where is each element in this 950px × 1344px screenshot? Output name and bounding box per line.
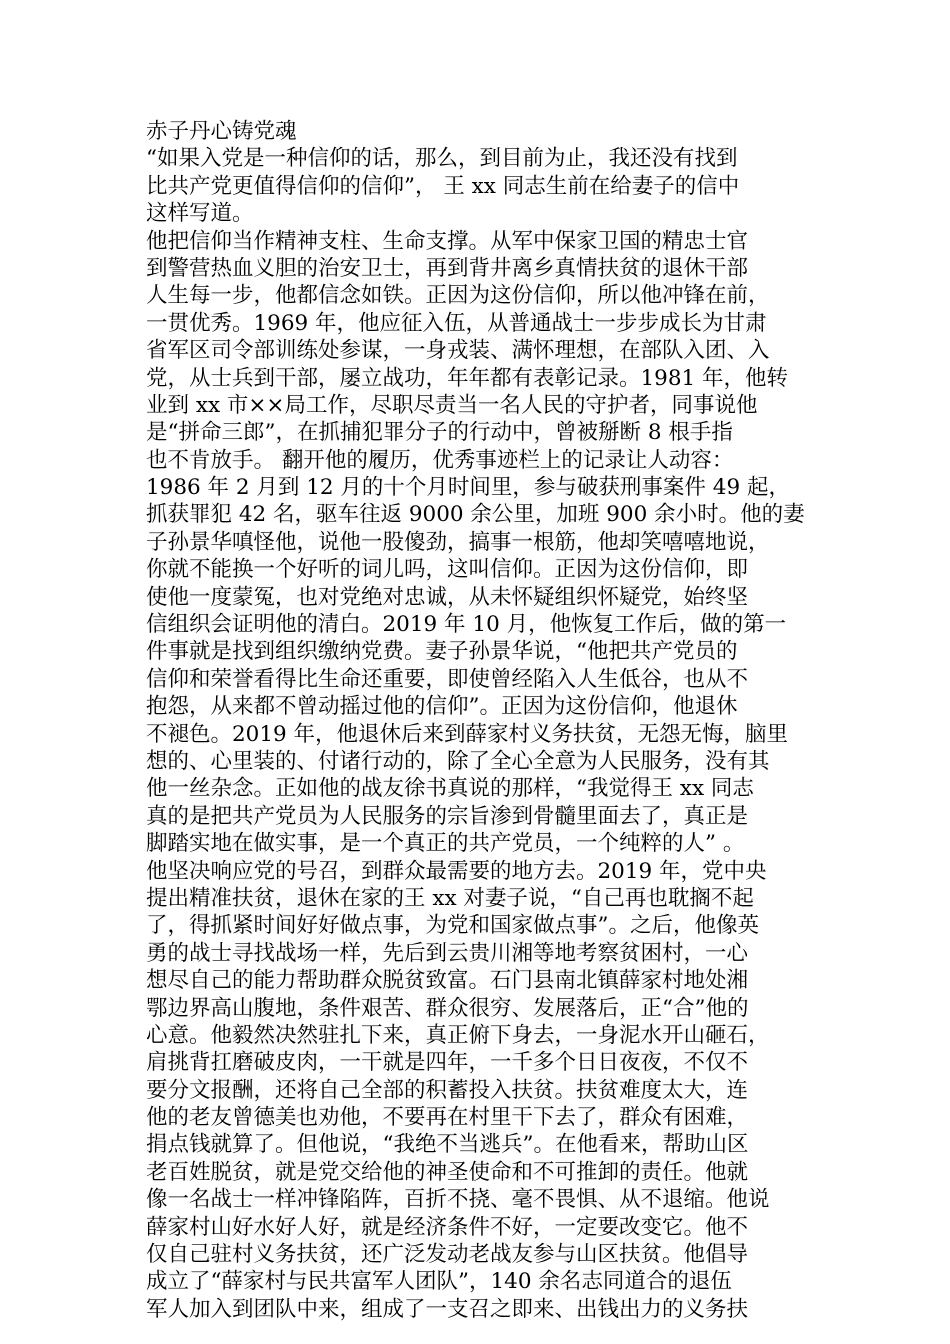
text-line: 脚踏实地在做实事，是一个真正的共产党员，一个纯粹的人” 。 [146,831,745,857]
text-line: 信仰和荣誉看得比生命还重要，即使曾经陷入人生低谷，也从不 [146,666,749,692]
text-line: 了，得抓紧时间好好做点事，为党和国家做点事”。之后，他像英 [146,913,759,939]
text-line: “如果入党是一种信仰的话，那么，到目前为止，我还没有找到 [146,146,738,172]
text-line: 老百姓脱贫，就是党交给他的神圣使命和不可推卸的责任。他就 [146,1159,749,1185]
text-line: 是“拼命三郎”，在抓捕犯罪分子的行动中，曾被掰断 8 根手指 [146,420,733,446]
text-line: 这样写道。 [146,201,254,227]
document-body [146,145,810,1323]
text-line: 抓获罪犯 42 名，驱车往返 9000 余公里，加班 900 余小时。他的妻 [146,502,805,528]
text-line: 省军区司令部训练处参谋，一身戎装、满怀理想，在部队入团、入 [146,338,770,364]
text-line: 仅自己驻村义务扶贫，还广泛发动老战友参与山区扶贫。他倡导 [146,1242,749,1268]
text-line: 件事就是找到组织缴纳党费。妻子孙景华说，“他把共产党员的 [146,639,738,665]
text-line: 他的老友曾德美也劝他，不要再在村里干下去了，群众有困难， [146,1105,749,1131]
text-line: 要分文报酬，还将自己全部的积蓄投入扶贫。扶贫难度太大，连 [146,1077,749,1103]
text-line: 他一丝杂念。正如他的战友徐书真说的那样，“我觉得王 xx 同志 [146,776,754,802]
text-line: 人生每一步，他都信念如铁。正因为这份信仰，所以他冲锋在前， [146,283,770,309]
text-line: 1986 年 2 月到 12 月的十个月时间里，参与破获刑事案件 49 起， [146,475,790,501]
text-line: 业到 xx 市××局工作，尽职尽责当一名人民的守护者，同事说他 [146,392,758,418]
text-line: 想的、心里装的、付诸行动的，除了全心全意为人民服务，没有其 [146,748,770,774]
text-line: 你就不能换一个好听的词儿吗，这叫信仰。正因为这份信仰，即 [146,557,749,583]
text-line: 也不肯放手。 翻开他的履历，优秀事迹栏上的记录让人动容： [146,447,734,473]
text-line: 勇的战士寻找战场一样，先后到云贵川湘等地考察贫困村，一心 [146,940,749,966]
text-line: 不褪色。2019 年，他退休后来到薛家村义务扶贫，无怨无悔，脑里 [146,721,789,747]
text-line: 抱怨，从来都不曾动摇过他的信仰”。正因为这份信仰，他退休 [146,694,738,720]
text-line: 肩挑背扛磨破皮肉，一干就是四年，一千多个日日夜夜，不仅不 [146,1050,749,1076]
text-line: 他把信仰当作精神支柱、生命支撑。从军中保家卫国的精忠士官 [146,228,749,254]
text-line: 比共产党更值得信仰的信仰”， 王 xx 同志生前在给妻子的信中 [146,173,740,199]
text-line: 成立了“薛家村与民共富军人团队”，140 余名志同道合的退伍 [146,1269,732,1295]
text-line: 子孙景华嗔怪他，说他一股傻劲，搞事一根筋，他却笑嘻嘻地说， [146,529,770,555]
text-line: 心意。他毅然决然驻扎下来，真正俯下身去，一身泥水开山砸石， [146,1022,770,1048]
text-line: 捐点钱就算了。但他说，“我绝不当逃兵”。在他看来，帮助山区 [146,1132,749,1158]
text-line: 薛家村山好水好人好，就是经济条件不好，一定要改变它。他不 [146,1214,749,1240]
text-line: 到警营热血义胆的治安卫士，再到背井离乡真情扶贫的退休干部 [146,255,749,281]
text-line: 党，从士兵到干部，屡立战功，年年都有表彰记录。1981 年，他转 [146,365,789,391]
text-line: 使他一度蒙冤，也对党绝对忠诚，从未怀疑组织怀疑党，始终坚 [146,584,749,610]
text-line: 军人加入到团队中来，组成了一支召之即来、出钱出力的义务扶 [146,1296,749,1322]
document-page [146,118,810,1323]
text-line: 信组织会证明他的清白。2019 年 10 月，他恢复工作后，做的第一 [146,612,787,638]
text-line: 真的是把共产党员为人民服务的宗旨渗到骨髓里面去了，真正是 [146,803,749,829]
text-line: 鄂边界高山腹地，条件艰苦、群众很穷、发展落后，正“合”他的 [146,995,749,1021]
document-title: 赤子丹心铸党魂 [146,119,297,144]
text-line: 提出精准扶贫，退休在家的王 xx 对妻子说，“自己再也耽搁不起 [146,885,754,911]
text-line: 一贯优秀。1969 年，他应征入伍，从普通战士一步步成长为甘肃 [146,310,767,336]
text-line: 想尽自己的能力帮助群众脱贫致富。石门县南北镇薛家村地处湘 [146,968,749,994]
text-line: 像一名战士一样冲锋陷阵，百折不挠、毫不畏惧、从不退缩。他说 [146,1187,770,1213]
text-line: 他坚决响应党的号召，到群众最需要的地方去。2019 年，党中央 [146,858,767,884]
